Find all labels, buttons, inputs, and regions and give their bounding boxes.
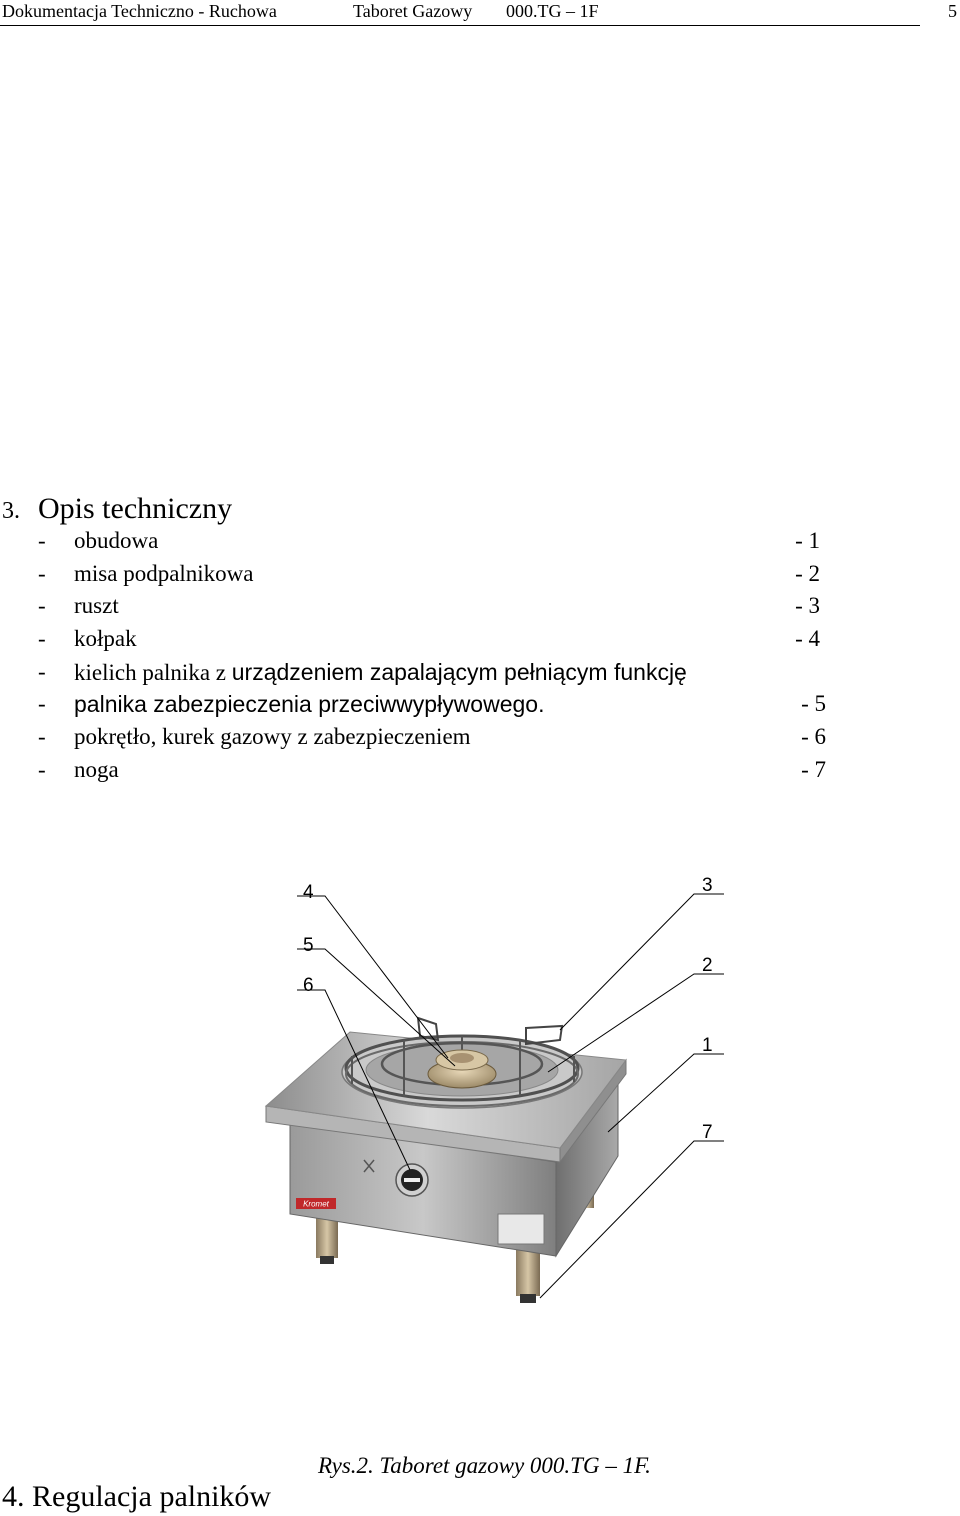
list-code: - 7	[801, 757, 826, 782]
leg-front-right	[516, 1250, 540, 1296]
list-dash: -	[38, 626, 46, 651]
figure-caption: Rys.2. Taboret gazowy 000.TG – 1F.	[318, 1453, 651, 1478]
list-code: - 4	[795, 626, 820, 651]
list-text: pokrętło, kurek gazowy z zabezpieczeniem	[74, 724, 471, 749]
callout-2: 2	[702, 955, 713, 976]
foot-front-right	[520, 1294, 536, 1303]
header-product-code: 000.TG – 1F	[506, 1, 599, 21]
list-text: ruszt	[74, 593, 119, 618]
foot-front-left	[320, 1256, 334, 1264]
list-item	[38, 757, 828, 790]
list-code: - 1	[795, 528, 820, 553]
section-4-number: 4.	[2, 1480, 25, 1513]
list-code: - 5	[801, 691, 826, 716]
list-dash: -	[38, 561, 46, 586]
section-3-number: 3.	[2, 498, 20, 524]
list-dash: -	[38, 528, 46, 553]
callout-3: 3	[702, 875, 713, 896]
list-dash: -	[38, 691, 46, 716]
section-3-title: Opis techniczny	[38, 492, 233, 525]
list-dash: -	[38, 724, 46, 749]
list-item	[38, 528, 828, 561]
list-item	[38, 691, 828, 724]
brand-badge-text: Kromet	[303, 1199, 329, 1209]
list-dash: -	[38, 659, 46, 684]
section-3-heading	[2, 492, 232, 526]
list-text	[74, 659, 687, 686]
gas-knob-indicator	[404, 1178, 420, 1182]
gas-stool-figure	[0, 860, 960, 1320]
callout-1: 1	[702, 1035, 713, 1056]
leader-3	[560, 894, 724, 1030]
callout-7: 7	[702, 1122, 713, 1143]
list-code: - 2	[795, 561, 820, 586]
header-product-name: Taboret Gazowy	[353, 1, 473, 21]
list-text: noga	[74, 757, 119, 782]
section-4-heading	[2, 1480, 271, 1514]
list-text: obudowa	[74, 528, 159, 553]
list-item	[38, 593, 828, 626]
page-header	[0, 0, 957, 26]
list-item	[38, 626, 828, 659]
header-page-number: 5	[948, 1, 957, 21]
list-item	[38, 724, 828, 757]
list-dash: -	[38, 593, 46, 618]
list-item	[38, 561, 828, 594]
list-text: palnika zabezpieczenia przeciwwypływowego.	[74, 691, 545, 717]
list-dash: -	[38, 757, 46, 782]
burner-cap-center	[450, 1053, 474, 1063]
header-doc-title: Dokumentacja Techniczno - Ruchowa	[2, 1, 277, 21]
list-text-sans: urządzeniem zapalającym pełniącym funkcję	[231, 659, 687, 685]
section-4-title: Regulacja palników	[32, 1480, 272, 1513]
list-text: misa podpalnikowa	[74, 561, 254, 586]
leader-4	[297, 896, 448, 1058]
callout-6: 6	[303, 975, 314, 996]
list-text-serif: kielich palnika z	[74, 660, 232, 685]
callout-5: 5	[303, 935, 314, 956]
list-code: - 3	[795, 593, 820, 618]
list-item	[38, 659, 828, 692]
callout-4: 4	[303, 882, 314, 903]
list-code: - 6	[801, 724, 826, 749]
rating-plate	[498, 1214, 544, 1244]
list-text: kołpak	[74, 626, 137, 651]
